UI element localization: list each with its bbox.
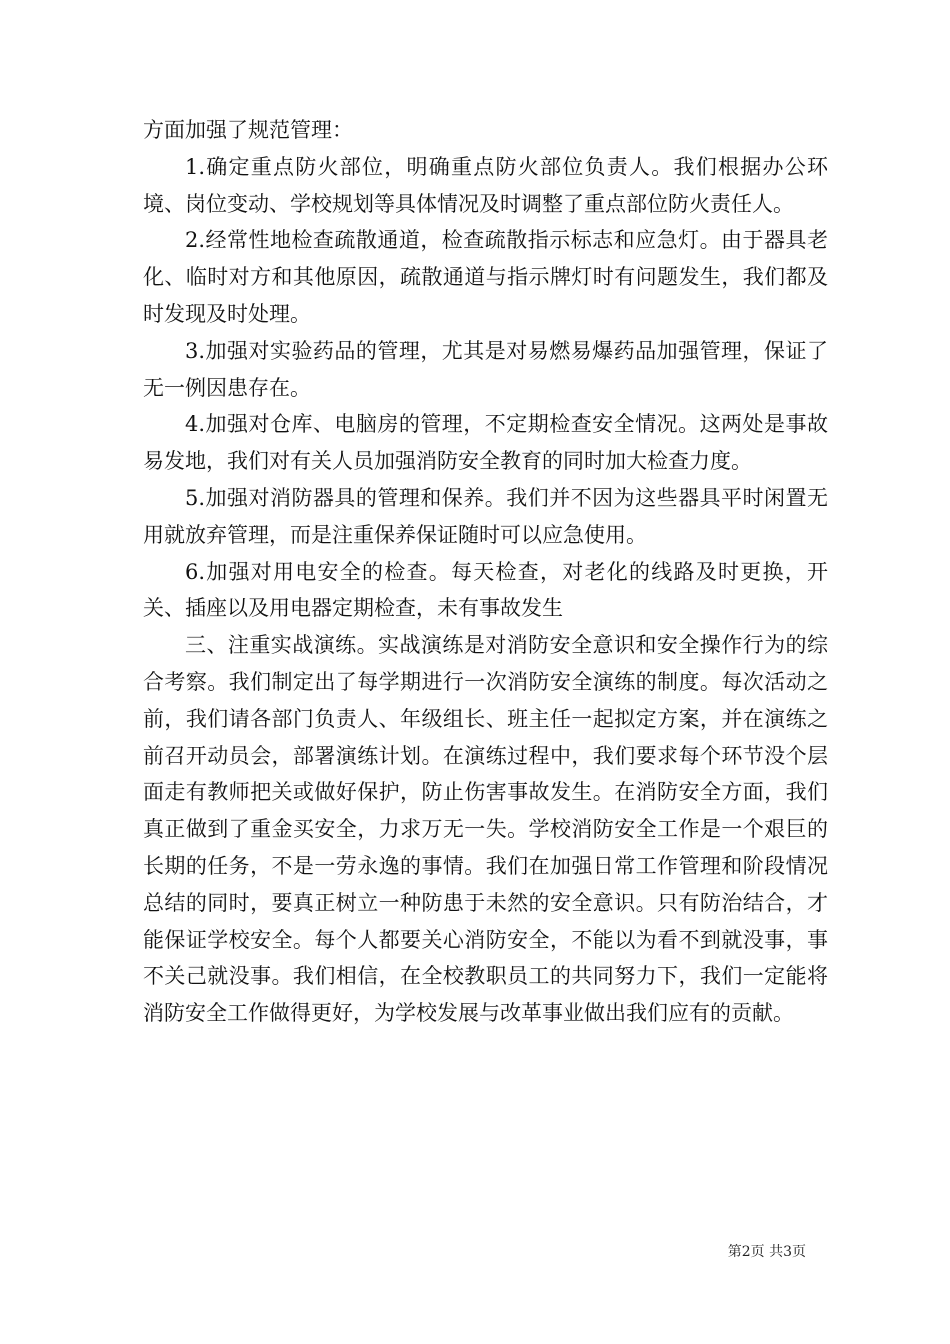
paragraph: 3.加强对实验药品的管理，尤其是对易燃易爆药品加强管理，保证了无一例因患存在。 bbox=[143, 338, 828, 400]
paragraph: 4.加强对仓库、电脑房的管理，不定期检查安全情况。这两处是事故易发地，我们对有关人员加强消防安全教育的同时加大检查力度。 bbox=[143, 412, 828, 474]
paragraph: 三、注重实战演练。实战演练是对消防安全意识和安全操作行为的综合考察。我们制定出了每学期进行一次消防安全演练的制度。每次活动之前，我们请各部门负责人、年级组长、班主任一起拟定方案，并在演练之前召开动员会，部署演练计划。在演练过程中，我们要求每个环节没个层面走有教师把关或做好保护，防止伤害事故发生。在消防安全方面，我们真正做到了重金买安全，力求万无一失。学校消防安全工作是一个艰巨的长期的任务，不是一劳永逸的事情。我们在加强日常工作管理和阶段情况总结的同时，要真正树立一种防患于未然的安全意识。只有防治结合，才能保证学校安全。每个人都要关心消防安全，不能以为看不到就没事，事不关己就没事。我们相信，在全校教职员工的共同努力下，我们一定能将消防安全工作做得更好，为学校发展与改革事业做出我们应有的贡献。 bbox=[143, 633, 828, 1026]
paragraph: 方面加强了规范管理： bbox=[143, 118, 353, 142]
paragraph: 2.经常性地检查疏散通道，检查疏散指示标志和应急灯。由于器具老化、临时对方和其他原因，疏散通道与指示牌灯时有问题发生，我们都及时发现及时处理。 bbox=[143, 228, 828, 326]
paragraph: 6.加强对用电安全的检查。每天检查，对老化的线路及时更换，开关、插座以及用电器定期检查，未有事故发生 bbox=[143, 559, 828, 621]
paragraph: 1.确定重点防火部位，明确重点防火部位负责人。我们根据办公环境、岗位变动、学校规划等具体情况及时调整了重点部位防火责任人。 bbox=[143, 154, 828, 216]
document-body bbox=[143, 112, 828, 1032]
page-number: 第2页 共3页 bbox=[727, 1244, 806, 1260]
paragraph: 5.加强对消防器具的管理和保养。我们并不因为这些器具平时闲置无用就放弃管理，而是注重保养保证随时可以应急使用。 bbox=[143, 485, 828, 547]
